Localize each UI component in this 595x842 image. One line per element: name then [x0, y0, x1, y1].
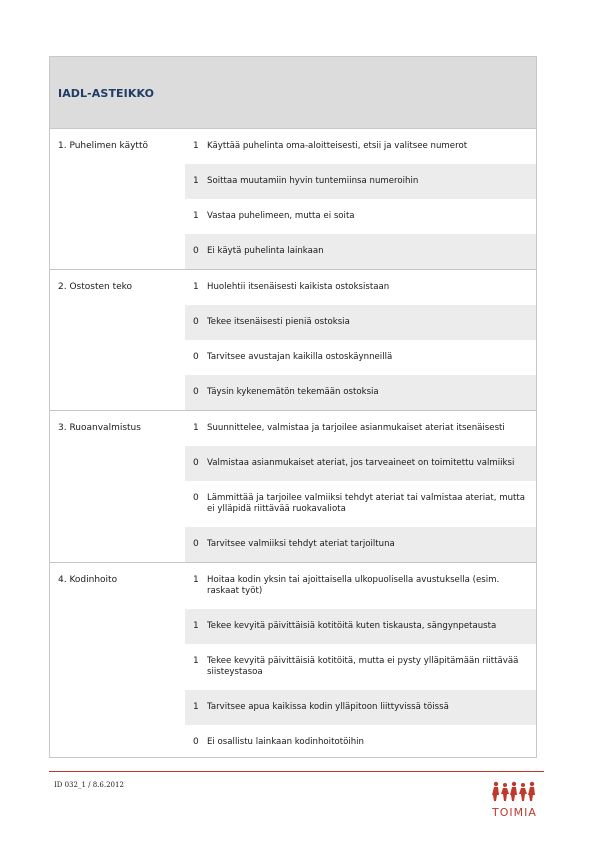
document-id: ID 032_1 / 8.6.2012	[54, 781, 124, 789]
criterion-text: Tarvitsee avustajan kaikilla ostoskäynneillä	[207, 352, 393, 362]
criterion-text: Tarvitsee valmiiksi tehdyt ateriat tarjoiltuna	[207, 539, 395, 549]
criterion-text: Huolehtii itsenäisesti kaikista ostoksistaan	[207, 282, 390, 292]
section	[50, 129, 536, 269]
table-header	[50, 57, 536, 129]
score-value: 1	[193, 176, 199, 186]
criterion-row	[50, 644, 536, 690]
score-value: 1	[193, 282, 199, 292]
footer-divider	[49, 771, 544, 772]
section-label: 3. Ruoanvalmistus	[58, 423, 141, 433]
score-value: 0	[193, 539, 199, 549]
score-value: 0	[193, 387, 199, 397]
criterion-text: Suunnittelee, valmistaa ja tarjoilee asianmukaiset ateriat itsenäisesti	[207, 423, 505, 433]
toimia-logo-text: TOIMIA	[492, 806, 537, 819]
criterion-text: Tarvitsee apua kaikissa kodin ylläpitoon liittyvissä töissä	[207, 702, 449, 712]
section	[50, 269, 536, 410]
criterion-text: Ei käytä puhelinta lainkaan	[207, 246, 324, 256]
criterion-row	[50, 411, 536, 446]
criterion-row	[50, 563, 536, 609]
criterion-row	[50, 129, 536, 164]
score-value: 1	[193, 702, 199, 712]
criterion-row	[185, 375, 536, 410]
criterion-row	[185, 164, 536, 199]
iadl-table	[49, 56, 537, 758]
criterion-text: Soittaa muutamiin hyvin tuntemiinsa numeroihin	[207, 176, 419, 186]
score-value: 1	[193, 575, 199, 585]
section	[50, 410, 536, 562]
criterion-row	[50, 340, 536, 375]
score-value: 1	[193, 621, 199, 631]
score-value: 1	[193, 423, 199, 433]
criterion-text: Käyttää puhelinta oma-aloitteisesti, etsii ja valitsee numerot	[207, 141, 468, 151]
criterion-text: Tekee itsenäisesti pieniä ostoksia	[207, 317, 350, 327]
criterion-row	[185, 234, 536, 269]
criterion-text: Vastaa puhelimeen, mutta ei soita	[207, 211, 355, 221]
criterion-text: Tekee kevyitä päivittäisiä kotitöitä kuten tiskausta, sängynpetausta	[207, 621, 497, 631]
score-value: 1	[193, 211, 199, 221]
section-label: 4. Kodinhoito	[58, 575, 118, 585]
criterion-text: Hoitaa kodin yksin tai ajoittaisella ulkopuolisella avustuksella (esim. raskaat työt)	[207, 575, 500, 596]
criterion-row	[185, 690, 536, 725]
score-value: 1	[193, 656, 199, 666]
criterion-text: Lämmittää ja tarjoilee valmiiksi tehdyt ateriat tai valmistaa ateriat, mutta ei ylläpidä riittävää ruokavaliota	[207, 493, 526, 514]
criterion-text: Täysin kykenemätön tekemään ostoksia	[207, 387, 379, 397]
sections-container	[50, 129, 536, 760]
criterion-row	[185, 305, 536, 340]
criterion-row	[185, 527, 536, 562]
criterion-text: Ei osallistu lainkaan kodinhoitotöihin	[207, 737, 364, 747]
criterion-text: Valmistaa asianmukaiset ateriat, jos tarveaineet on toimitettu valmiiksi	[207, 458, 515, 468]
section-label: 2. Ostosten teko	[58, 282, 133, 292]
section	[50, 562, 536, 760]
criterion-text: Tekee kevyitä päivittäisiä kotitöitä, mutta ei pysty ylläpitämään riittävää siisteystasoa	[207, 656, 519, 677]
criterion-row	[50, 270, 536, 305]
score-value: 0	[193, 352, 199, 362]
page-title: IADL-ASTEIKKO	[58, 87, 155, 100]
score-value: 0	[193, 737, 199, 747]
score-value: 0	[193, 493, 199, 503]
criterion-row	[185, 609, 536, 644]
score-value: 0	[193, 246, 199, 256]
criterion-row	[50, 481, 536, 527]
score-value: 0	[193, 458, 199, 468]
criterion-row	[185, 446, 536, 481]
criterion-row	[50, 199, 536, 234]
section-label: 1. Puhelimen käyttö	[58, 141, 148, 151]
score-value: 0	[193, 317, 199, 327]
criterion-row	[50, 725, 536, 760]
score-value: 1	[193, 141, 199, 151]
